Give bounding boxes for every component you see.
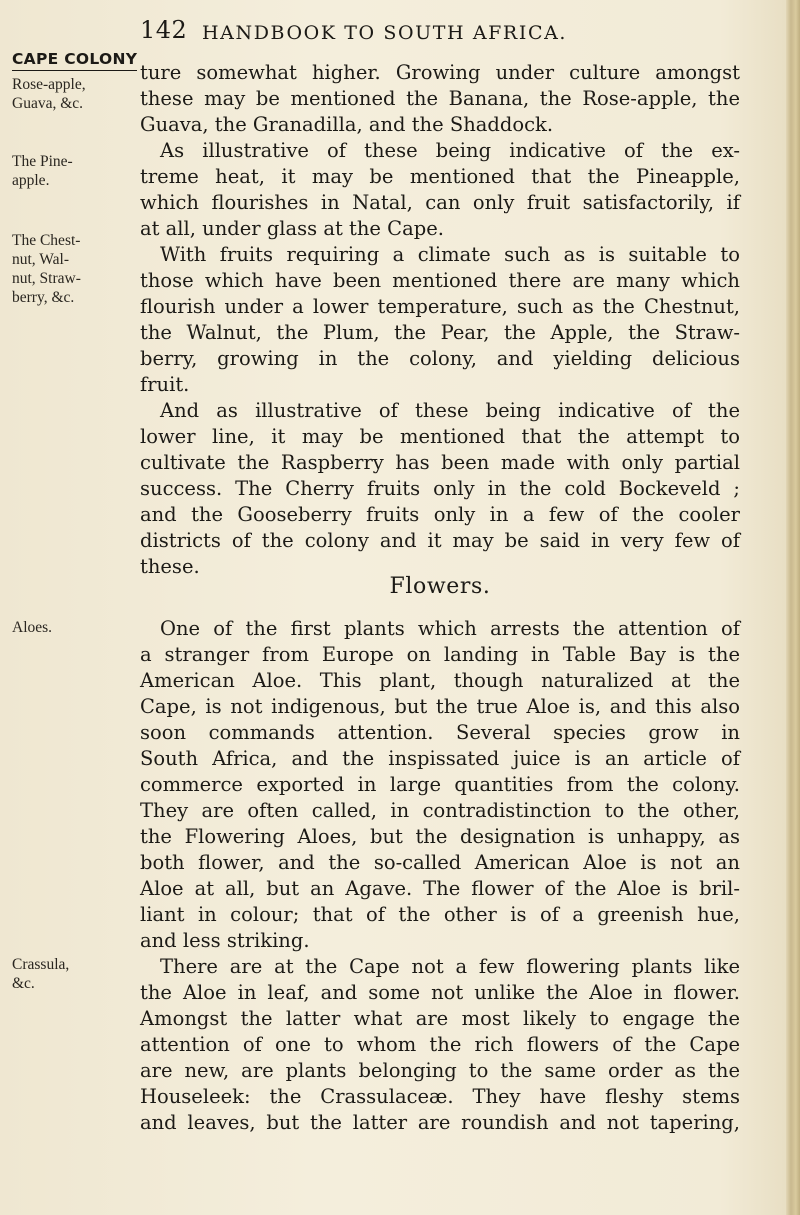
text-line: and less striking. <box>140 929 310 952</box>
text-line: soon commands attention. Several species grow in <box>140 721 740 744</box>
text-line: One of the first plants which arrests the attention of <box>160 617 740 640</box>
text-line: at all, under glass at the Cape. <box>140 217 444 240</box>
margin-note-aloes <box>12 618 112 637</box>
margin-note-line: &c. <box>12 975 35 992</box>
text-line: berry, growing in the colony, and yielding delicious <box>140 347 740 370</box>
margin-note-line: Aloes. <box>12 619 53 636</box>
text-line: lower line, it may be mentioned that the attempt to <box>140 425 740 448</box>
text-line: these may be mentioned the Banana, the Rose-apple, the <box>140 87 740 110</box>
paragraph-fruits-4 <box>140 398 740 580</box>
margin-note-line: apple. <box>12 172 50 189</box>
body-text-upper <box>140 60 740 580</box>
text-line: flourish under a lower temperature, such as the Chestnut, <box>140 295 740 318</box>
text-line: They are often called, in contradistinction to the other, <box>140 799 740 822</box>
text-line: the Flowering Aloes, but the designation is unhappy, as <box>140 825 740 848</box>
margin-note-line: nut, Wal- <box>12 251 70 268</box>
paragraph-fruits-1 <box>140 60 740 138</box>
text-line: the Walnut, the Plum, the Pear, the Apple, the Straw- <box>140 321 740 344</box>
running-title: HANDBOOK TO SOUTH AFRICA. <box>202 22 568 44</box>
paragraph-aloes <box>140 616 740 954</box>
text-line: ture somewhat higher. Growing under culture amongst <box>140 61 740 84</box>
text-line: As illustrative of these being indicative of the ex- <box>160 139 740 162</box>
text-line: both flower, and the so-called American Aloe is not an <box>140 851 740 874</box>
text-line: districts of the colony and it may be said in very few of <box>140 529 740 552</box>
text-line: those which have been mentioned there are many which <box>140 269 740 292</box>
section-title-flowers: Flowers. <box>389 574 491 599</box>
text-line: Guava, the Granadilla, and the Shaddock. <box>140 113 554 136</box>
margin-note-chestnut <box>12 231 112 307</box>
text-line: success. The Cherry fruits only in the cold Bockeveld ; <box>140 477 740 500</box>
body-text-lower <box>140 616 740 1136</box>
text-line: Aloe at all, but an Agave. The flower of the Aloe is bril- <box>140 877 740 900</box>
margin-note-line: The Pine- <box>12 153 73 170</box>
text-line: a stranger from Europe on landing in Table Bay is the <box>140 643 740 666</box>
text-line: fruit. <box>140 373 190 396</box>
text-line: are new, are plants belonging to the same order as the <box>140 1059 740 1082</box>
text-line: American Aloe. This plant, though naturalized at the <box>140 669 740 692</box>
text-line: Amongst the latter what are most likely to engage the <box>140 1007 740 1030</box>
text-line: attention of one to whom the rich flowers of the Cape <box>140 1033 740 1056</box>
margin-note-line: Guava, &c. <box>12 95 84 112</box>
text-line: There are at the Cape not a few flowering plants like <box>160 955 740 978</box>
margin-note-pineapple <box>12 152 112 190</box>
text-line: the Aloe in leaf, and some not unlike the Aloe in flower. <box>140 981 740 1004</box>
text-line: these. <box>140 555 200 578</box>
margin-note-line: Rose-apple, <box>12 76 86 93</box>
text-line: Houseleek: the Crassulaceæ. They have fleshy stems <box>140 1085 740 1108</box>
margin-note-line: Crassula, <box>12 956 70 973</box>
paragraph-fruits-3 <box>140 242 740 398</box>
text-line: South Africa, and the inspissated juice is an article of <box>140 747 740 770</box>
margin-note-crassula <box>12 955 112 993</box>
text-line: With fruits requiring a climate such as is suitable to <box>160 243 740 266</box>
page-number: 142 <box>140 16 188 44</box>
page-header <box>140 16 740 50</box>
text-line: commerce exported in large quantities from the colony. <box>140 773 740 796</box>
text-line: cultivate the Raspberry has been made with only partial <box>140 451 740 474</box>
margin-note-line: The Chest- <box>12 232 81 249</box>
side-heading-cape-colony: CAPE COLONY <box>12 50 137 71</box>
margin-note-line: berry, &c. <box>12 289 75 306</box>
text-line: treme heat, it may be mentioned that the Pineapple, <box>140 165 740 188</box>
page-edge <box>786 0 800 1215</box>
margin-note-line: nut, Straw- <box>12 270 81 287</box>
paragraph-fruits-2 <box>140 138 740 242</box>
text-line: Cape, is not indigenous, but the true Aloe is, and this also <box>140 695 740 718</box>
margin-note-rose-apple <box>12 75 112 113</box>
text-line: liant in colour; that of the other is of a greenish hue, <box>140 903 740 926</box>
text-line: And as illustrative of these being indicative of the <box>160 399 740 422</box>
paragraph-crassula <box>140 954 740 1136</box>
text-line: and the Gooseberry fruits only in a few of the cooler <box>140 503 740 526</box>
text-line: which flourishes in Natal, can only fruit satisfactorily, if <box>140 191 740 214</box>
text-line: and leaves, but the latter are roundish and not tapering, <box>140 1111 740 1134</box>
